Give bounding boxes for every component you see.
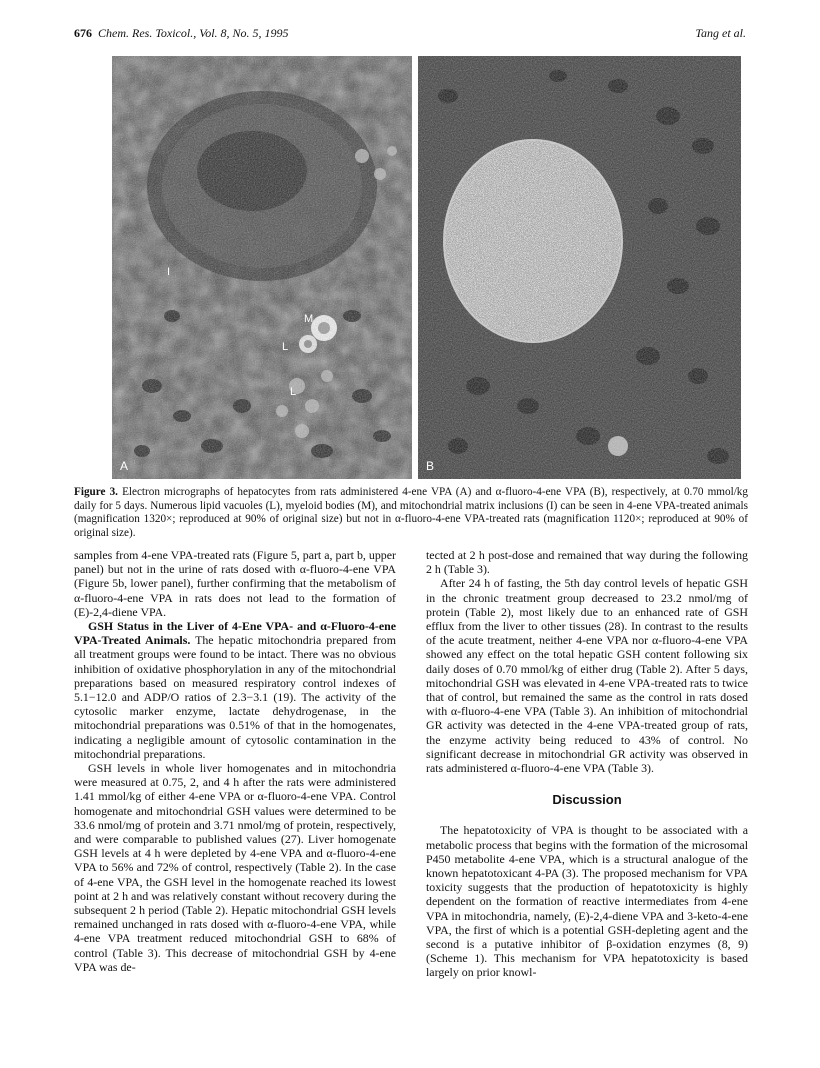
right-column — [426, 548, 748, 980]
right-paragraph-1: tected at 2 h post-dose and remained that way during the following 2 h (Table 3). — [426, 548, 748, 577]
micrograph-b-image — [418, 56, 741, 479]
annotation-lipid-vacuole: L — [282, 341, 289, 353]
gsh-status-heading: GSH Status in the Liver of 4-Ene VPA- and α-Fluoro-4-ene VPA-Treated Animals. — [74, 619, 396, 648]
left-paragraph-3: GSH levels in whole liver homogenates and in mitochondria were measured at 0.75, 2, and 4 h after the rats were administered 1.41 mmol/kg of either 4-ene VPA or α-fluoro-4-ene VPA. Control homogenate and mitochondrial GSH values were determined to be 33.6 nmol/mg of protein and 3.71 nmol/mg of protein, respectively, and were comparable to published values (27). Liver homogenate GSH levels at 4 h were depleted by 4-ene VPA and α-fluoro-4-ene VPA to 56% and 72% of control, respectively (Table 2). In the case of 4-ene VPA, the GSH level in the homogenate reached its lowest point at 2 h and was relatively constant without recovery during the subsequent 2 h period (Table 2). Hepatic mitochondrial GSH levels remained unchanged in rats dosed with α-fluoro-4-ene VPA, while 4-ene VPA treatment reduced mitochondrial GSH to 68% of control (Table 3). This decrease of mitochondrial GSH by 4-ene VPA was de- — [74, 761, 396, 974]
caption-label: Figure 3. — [74, 486, 118, 498]
right-paragraph-3: The hepatotoxicity of VPA is thought to be associated with a metabolic process that begins with the formation of the microsomal P450 metabolite 4-ene VPA, which is a structural analogue of the known hepatotoxicant 4-PA (3). The proposed mechanism for VPA toxicity suggests that the production of hepatotoxicity is highly dependent on the formation of reactive intermediates from 4-ene VPA in mitochondria, namely, (E)-2,4-diene VPA and 3-keto-4-ene VPA, the first of which is a potential GSH-depleting agent and the second is a putative inhibitor of β-oxidation enzymes (8, 9) (Scheme 1). This mechanism for VPA hepatotoxicity is based largely on prior knowl- — [426, 823, 748, 980]
figure-3 — [112, 56, 741, 479]
micrograph-panel-a — [112, 56, 412, 479]
header-authors: Tang et al. — [695, 26, 746, 40]
panel-a-label: A — [120, 459, 129, 473]
annotation-mitochondrial-inclusion: I — [167, 266, 171, 278]
journal-citation: Chem. Res. Toxicol., Vol. 8, No. 5, 1995 — [98, 26, 289, 40]
discussion-heading: Discussion — [552, 792, 622, 808]
left-paragraph-1: samples from 4-ene VPA-treated rats (Figure 5, part a, part b, upper panel) but not in the urine of rats dosed with α-fluoro-4-ene VPA (Figure 5b, lower panel), further confirming that the metabolism of α-fluoro-4-ene VPA in rats does not lead to the formation of (E)-2,4-diene VPA. — [74, 548, 396, 619]
panel-b-label: B — [426, 459, 435, 473]
right-paragraph-2: After 24 h of fasting, the 5th day control levels of hepatic GSH in the chronic treatment group decreased to 23.2 nmol/mg of protein (Table 2), most likely due to an enhanced rate of GSH efflux from the liver to other tissues (28). In contrast to the results of the acute treatment, neither 4-ene VPA nor α-fluoro-4-ene VPA showed any effect on the total hepatic GSH content following six daily doses of 0.70 mmol/kg of either drug (Table 2). After 5 days, mitochondrial GSH was elevated in 4-ene VPA-treated rats to twice that of control, but remained the same as the control in rats dosed with α-fluoro-4-ene VPA (Table 3). An inhibition of mitochondrial GR activity was detected in the 4-ene VPA-treated group of rats, the enzyme activity being reduced to 43% of control. No significant decrease in mitochondrial GR activity was observed in rats administered α-fluoro-4-ene VPA (Table 3). — [426, 576, 748, 776]
page-number: 676 — [74, 26, 92, 40]
header-left — [74, 26, 289, 41]
micrograph-a-image — [112, 56, 412, 479]
annotation-myeloid-body: M — [304, 313, 314, 325]
running-header — [74, 26, 746, 44]
gsh-status-text: The hepatic mitochondria prepared from all treatment groups were found to be intact. There was no obvious inhibition of oxidative phosphorylation in any of the mitochondrial preparations based on measured respiratory control indexes of 5.1−12.0 and ADP/O ratios of 2.3−3.1 (19). The activity of the cytosolic marker enzyme, lactate dehydrogenase, in the mitochondrial preparations was 0.51% of that in the homogenates, indicating a negligible amount of cytosolic contamination in the mitochondrial preparations. — [74, 633, 396, 761]
left-column — [74, 548, 396, 974]
caption-text: Electron micrographs of hepatocytes from rats administered 4-ene VPA (A) and α-fluoro-4-ene VPA (B), respectively, at 0.70 mmol/kg daily for 5 days. Numerous lipid vacuoles (L), myeloid bodies (M), and mitochondrial matrix inclusions (I) can be seen in 4-ene VPA-treated animals (magnification 1320×; reproduced at 90% of original size) but not in α-fluoro-4-ene VPA-treated rats (magnification 1120×; reproduced at 90% of original size). — [74, 486, 748, 539]
figure-caption — [74, 486, 748, 540]
micrograph-panel-b — [418, 56, 741, 479]
left-paragraph-2 — [74, 619, 396, 761]
annotation-lipid-vacuole-2: L — [290, 386, 297, 398]
